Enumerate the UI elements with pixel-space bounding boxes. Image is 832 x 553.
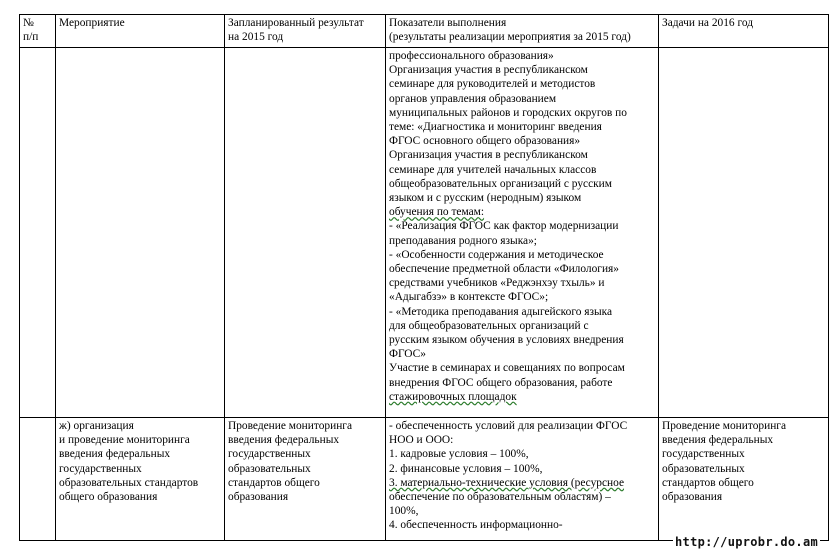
table-row [20,418,829,541]
row2-event: ж) организация и проведение мониторинга введения федеральных государственных образовательных стандартов общего образования [56,418,225,541]
header-planned: Запланированный результат на 2015 год [225,15,386,48]
header-num: № п/п [20,15,56,48]
row2-tasks: Проведение мониторинга введения федеральных государственных образовательных стандартов общего образования [659,418,829,541]
table-row [20,48,829,418]
header-row [20,15,829,48]
row1-planned [225,48,386,418]
report-table [19,14,829,541]
row1-tasks [659,48,829,418]
header-indicators: Показатели выполнения (результаты реализации мероприятия за 2015 год) [386,15,659,48]
header-tasks: Задачи на 2016 год [659,15,829,48]
row1-num [20,48,56,418]
row2-planned: Проведение мониторинга введения федеральных государственных образовательных стандартов общего образования [225,418,386,541]
row1-event [56,48,225,418]
row2-num [20,418,56,541]
row2-indicators: - обеспеченность условий для реализации ФГОС НОО и ООО: 1. кадровые условия – 100%, 2. финансовые условия – 100%, 3. материально-технические условия (ресурсное обеспечение по образовательным областям) – 100%, 4. обеспеченность информационно- [386,418,659,541]
row1-indicators: профессионального образования» Организация участия в республиканском семинаре для руководителей и методистов органов управления образованием муниципальных районов и городских округов по теме: «Диагностика и мониторинг введения ФГОС основного общего образования» Организация участия в республиканском семинаре для учителей начальных классов общеобразовательных организаций с русским языком и с русским (неродным) языком обучения по темам: - «Реализация ФГОС как фактор модернизации преподавания родного языка»; - «Особенности содержания и методическое обеспечение предметной области «Филология» средствами учебников «Реджэнхэу тхыль» и «Адыгабзэ» в контексте ФГОС»; - «Методика преподавания адыгейского языка для общеобразовательных организаций с русским языком обучения в условиях внедрения ФГОС» Участие в семинарах и совещаниях по вопросам внедрения ФГОС общего образования, работе стажировочных площадок [386,48,659,418]
header-event: Мероприятие [56,15,225,48]
watermark-url: http://uprobr.do.am [675,535,818,549]
